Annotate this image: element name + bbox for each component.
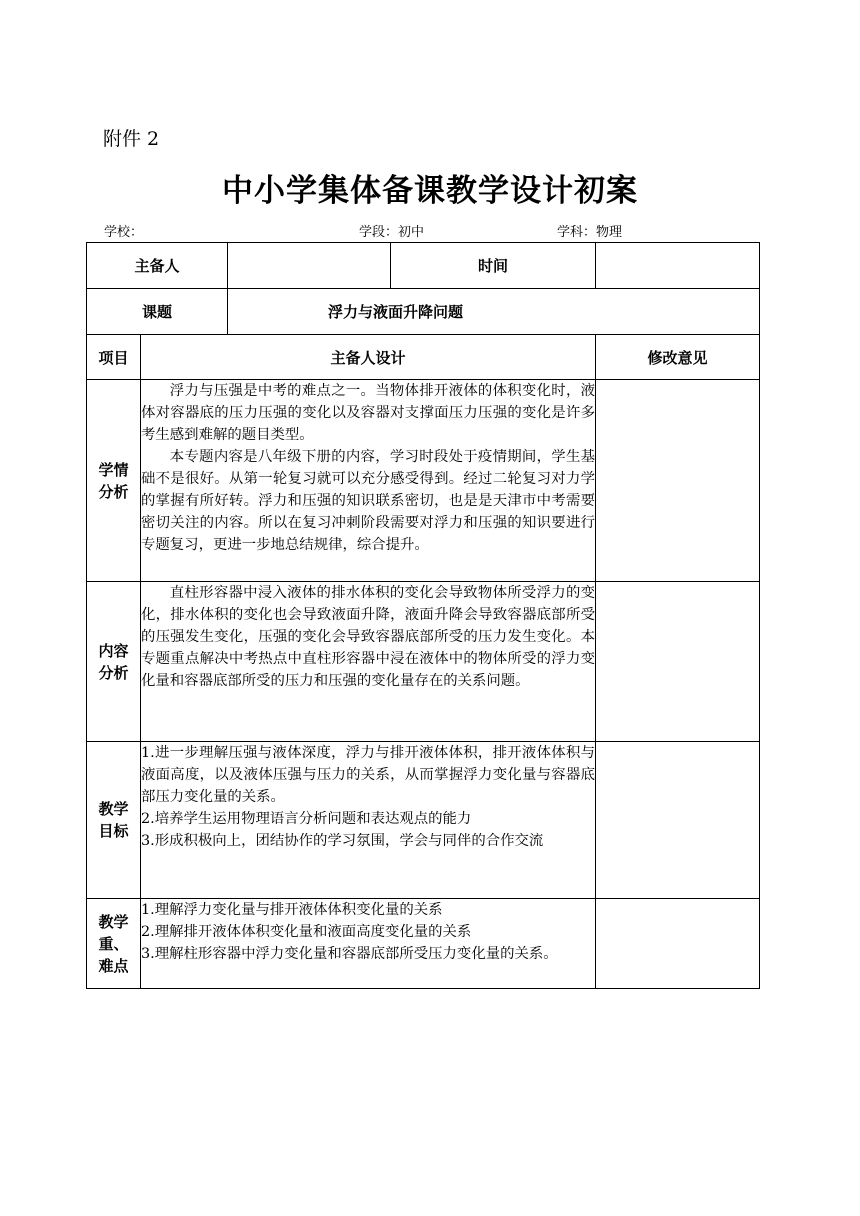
section-row-key-points: [87, 899, 760, 989]
topic-value: 浮力与液面升降问题: [228, 289, 760, 335]
content-paragraph: 1.进一步理解压强与液体深度，浮力与排开液体体积，排开液体体积与液面高度，以及液体压强与压力的关系，从而掌握浮力变化量与容器底部压力变化量的关系。: [141, 745, 596, 805]
section-label: [87, 380, 141, 582]
section-comments-cell[interactable]: [596, 380, 760, 582]
section-comments-cell[interactable]: [596, 742, 760, 899]
section-label-line: 教学: [98, 800, 129, 818]
section-comments-cell[interactable]: [596, 582, 760, 742]
section-label-line: 分析: [98, 663, 129, 682]
topic-row: [87, 289, 760, 335]
section-label: [87, 742, 141, 899]
content-paragraph: 2.理解排开液体体积变化量和液面高度变化量的关系: [141, 924, 472, 940]
column-header-row: [87, 335, 760, 380]
topic-label: 课题: [87, 289, 228, 335]
column-header-comments: 修改意见: [596, 335, 760, 380]
section-row-learner-analysis: [87, 380, 760, 582]
section-label-line: 难点: [98, 956, 129, 975]
presenter-row: [87, 243, 760, 289]
section-comments-cell[interactable]: [596, 899, 760, 989]
section-content: [141, 380, 596, 582]
section-row-content-analysis: [87, 582, 760, 742]
presenter-label: 主备人: [87, 243, 228, 289]
content-paragraph: 3.理解柱形容器中浮力变化量和容器底部所受压力变化量的关系。: [141, 946, 558, 962]
section-row-teaching-goals: [87, 742, 760, 899]
column-header-design: 主备人设计: [141, 335, 596, 380]
section-label: [87, 899, 141, 989]
content-paragraph: 1.理解浮力变化量与排开液体体积变化量的关系: [141, 902, 443, 918]
content-paragraph: 本专题内容是八年级下册的内容，学习时段处于疫情期间，学生基础不是很好。从第一轮复习就可以充分感受得到。经过二轮复习对力学的掌握有所好转。浮力和压强的知识联系密切，也是是天津市中考需要密切关注的内容。所以在复习冲刺阶段需要对浮力和压强的知识要进行专题复习，更进一步地总结规律，综合提升。: [141, 449, 596, 553]
annex-label: 附件 2: [103, 128, 160, 150]
section-label-line: 教学: [98, 912, 129, 931]
section-content: [141, 742, 596, 899]
content-paragraph: 直柱形容器中浸入液体的排水体积的变化会导致物体所受浮力的变化，排水体积的变化也会导致液面升降，液面升降会导致容器底部所受的压强发生变化，压强的变化会导致容器底部所受的压力发生变化。本专题重点解决中考热点中直柱形容器中浸在液体中的物体所受的浮力变化量和容器底部所受的压力和压强的变化量存在的关系问题。: [141, 585, 596, 689]
subject-field: 学科：物理: [557, 225, 623, 240]
section-label-line: 内容: [98, 641, 129, 660]
column-header-item: 项目: [87, 335, 141, 380]
section-content: [141, 899, 596, 989]
stage-field: 学段：初中: [359, 225, 425, 240]
school-field: 学校：: [104, 225, 144, 240]
time-label: 时间: [391, 243, 596, 289]
section-label-line: 目标: [98, 822, 129, 840]
section-label-line: 重、: [98, 934, 129, 953]
time-value[interactable]: [596, 243, 760, 289]
content-paragraph: 2.培养学生运用物理语言分析问题和表达观点的能力: [141, 811, 472, 827]
section-content: [141, 582, 596, 742]
document-title: 中小学集体备课教学设计初案: [222, 173, 638, 209]
section-label-line: 分析: [98, 482, 129, 501]
presenter-value[interactable]: [228, 243, 391, 289]
section-label: [87, 582, 141, 742]
section-label-line: 学情: [98, 460, 129, 479]
content-paragraph: 3.形成积极向上，团结协作的学习氛围，学会与同伴的合作交流: [141, 833, 544, 849]
lesson-plan-table: [86, 242, 760, 989]
content-paragraph: 浮力与压强是中考的难点之一。当物体排开液体的体积变化时，液体对容器底的压力压强的变化以及容器对支撑面压力压强的变化是许多考生感到难解的题目类型。: [141, 383, 596, 443]
